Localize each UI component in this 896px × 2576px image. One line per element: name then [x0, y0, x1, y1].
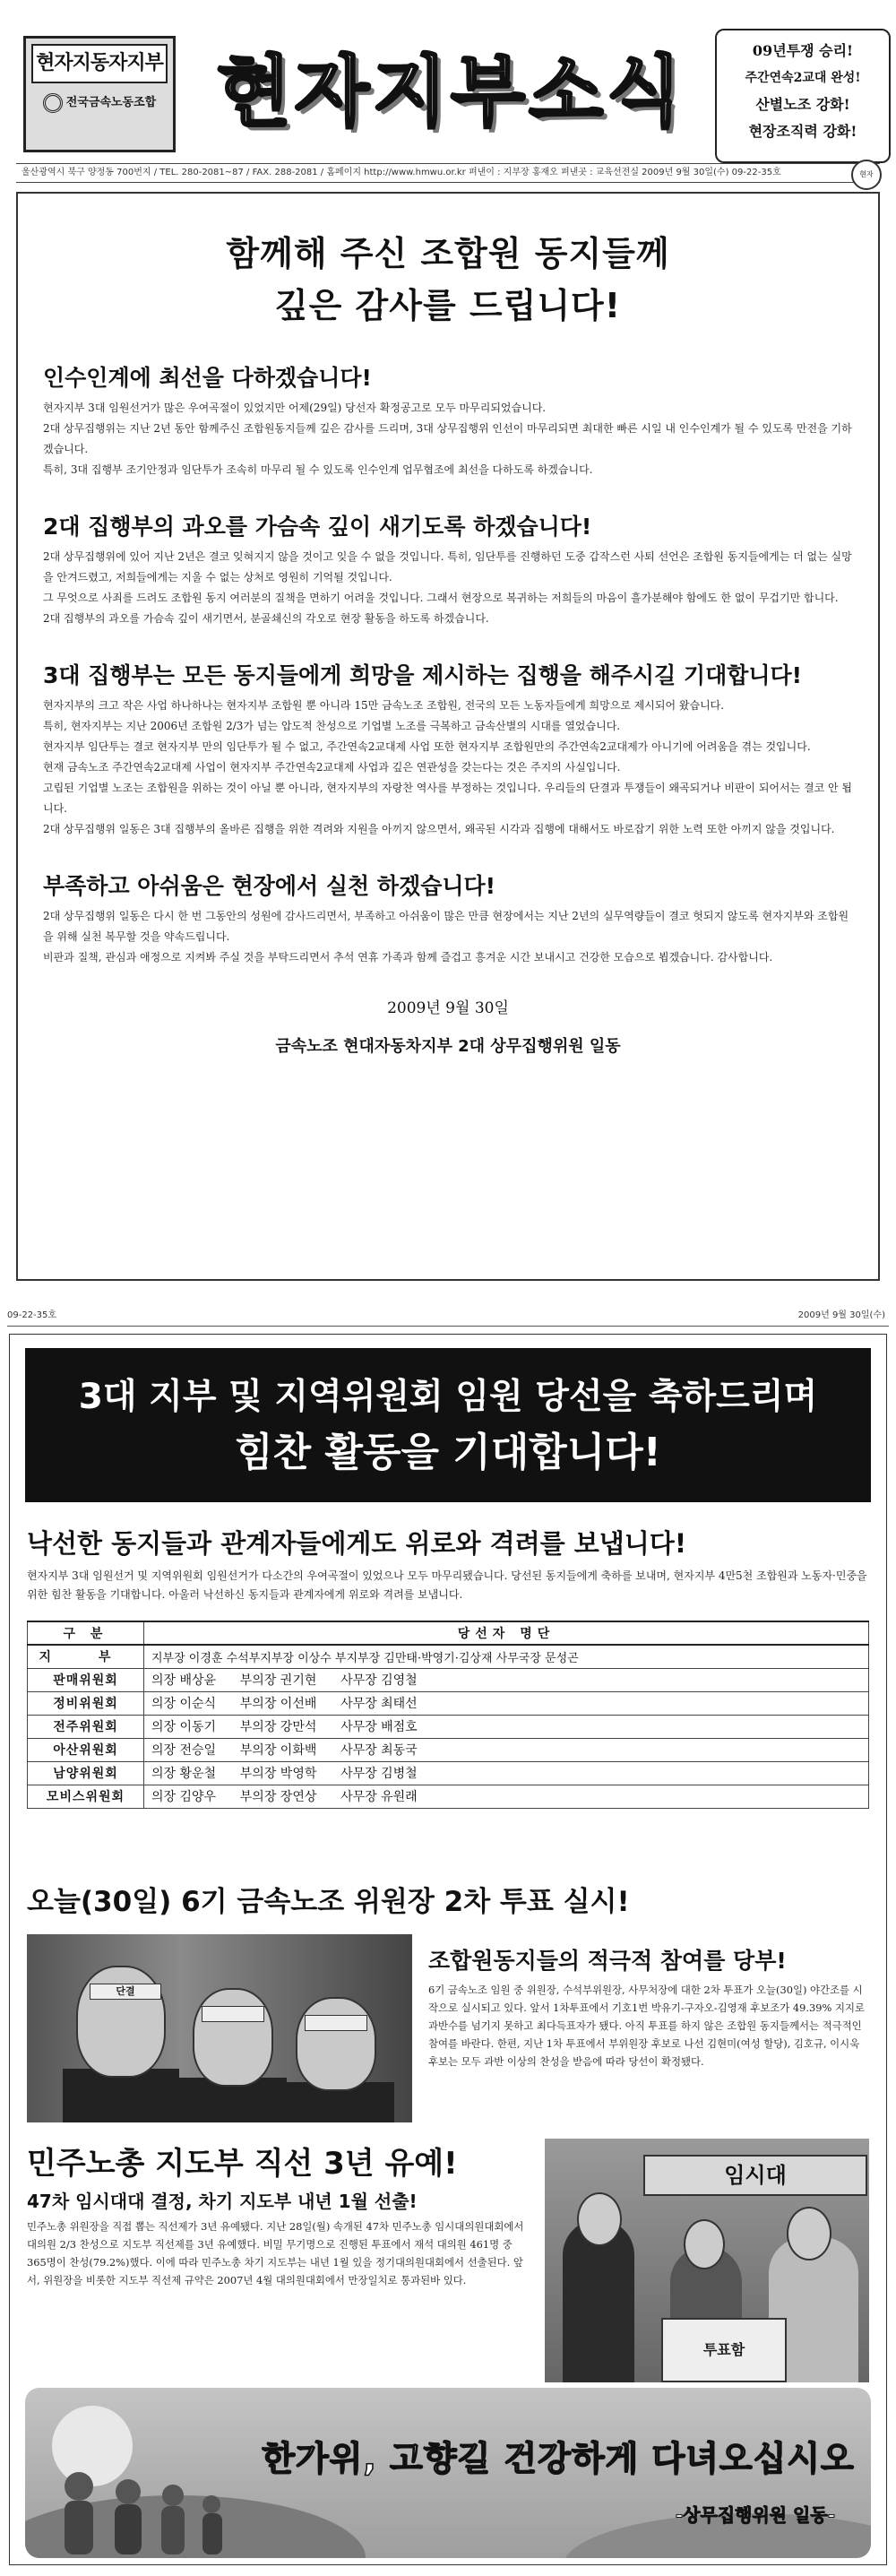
table-row [28, 1761, 869, 1785]
greeting-title: 한가위, 고향길 건강하게 다녀오십시오 [262, 2439, 855, 2478]
row-names: 의장 배상윤 부의장 권기현 사무장 김영철 [144, 1668, 869, 1691]
row-names: 의장 김양우 부의장 장연상 사무장 유원래 [144, 1785, 869, 1808]
headband [202, 2006, 264, 2022]
kctu-subheading: 47차 임시대대 결정, 차기 지도부 내년 1월 선출! [27, 2191, 418, 2212]
vote-subheading: 조합원동지들의 적극적 참여를 당부! [428, 1948, 787, 1974]
section-heading: 2대 집행부의 과오를 가슴속 깊이 새기도록 하겠습니다! [43, 514, 592, 540]
paragraph: 2대 집행부의 과오를 가슴속 깊이 새기면서, 분골쇄신의 각오로 현장 활동을 하도록 하겠습니다. [43, 612, 489, 625]
letter-section [43, 362, 853, 480]
union-seal-icon: 현자 [851, 160, 882, 190]
union-logo [23, 36, 176, 152]
union-emblem-icon [43, 93, 63, 113]
publication-info-bar: 울산광역시 북구 양정동 700번지 / TEL. 280-2081~87 / FAX. 288-2081 / 홈페이지 http://www.hmwu.or.kr 펴낸이 : 지부장 홍재오 펴낸곳 : 교육선전실 2009년 9월 30일(수) 09-22-35호 [16, 163, 880, 183]
kctu-article: 민주노총 위원장을 직접 뽑는 직선제가 3년 유예됐다. 지난 28일(월) 속개된 47차 민주노총 임시대의원대회에서 대의원 2/3 찬성으로 지도부 직선제를 3년 유예했다. 비밀 무기명으로 진행된 투표에서 재석 대의원 461명 중 365명이 찬성(79.2%)했다. 이에 따라 민주노총 차기 지도부는 내년 1월 있을 정기대의원대회에서 선출된다. 앞서, 위원장을 비롯한 지도부 직선제 규약은 2007년 4월 대의원대회에서 만장일치로 통과된바 있다. [27, 2220, 524, 2286]
section-heading: 부족하고 아쉬움은 현장에서 실천 하겠습니다! [43, 873, 496, 899]
row-label: 아산위원회 [28, 1738, 144, 1761]
column-header: 구 분 [28, 1621, 144, 1645]
table-row [28, 1785, 869, 1808]
consolation-heading: 낙선한 동지들과 관계자들에게도 위로와 격려를 보냅니다! [27, 1528, 687, 1559]
slogan-item: 현장조직력 강화! [748, 123, 857, 140]
logo-sub-text: 전국금속노동조합 [65, 96, 157, 109]
section-heading: 인수인계에 최선을 다하겠습니다! [43, 365, 372, 391]
letter-section [43, 660, 853, 840]
newsletter-title: 현자지부소식 [216, 48, 685, 137]
voting-photo [545, 2139, 869, 2382]
paragraph: 2대 상무집행위는 지난 2년 동안 함께주신 조합원동지들께 깊은 감사를 드리며, 3대 상무집행위 인선이 마무리되면 최대한 빠른 시일 내 인수인계가 될 수 있도록 만전을 기하겠습니다. [43, 422, 852, 455]
paragraph: 2대 상무집행위 일동은 다시 한 번 그동안의 성원에 감사드리면서, 부족하고 아쉬움이 많은 만큼 현장에서는 지난 2년의 실무역량들이 결코 헛되지 않도록 현자지부와 조합원을 위해 실천 복무할 것을 약속드립니다. [43, 910, 849, 943]
photo-face [577, 2192, 622, 2246]
paragraph: 현자지부 3대 임원선거가 많은 우여곡절이 있었지만 어제(29일) 당선자 확정공고로 모두 마무리되었습니다. [43, 402, 547, 414]
photo-face [787, 2207, 831, 2260]
paragraph: 2대 상무집행위에 있어 지난 2년은 결코 잊혀지지 않을 것이고 잊을 수 없을 것입니다. 특히, 임단투를 진행하던 도중 갑작스런 사퇴 선언은 조합원 동지들에게는 더 없는 실망을 안겨드렸고, 저희들에게는 지울 수 없는 상처로 영원히 기억될 것입니다. [43, 550, 852, 583]
row-label: 정비위원회 [28, 1691, 144, 1715]
row-label: 남양위원회 [28, 1761, 144, 1785]
paragraph: 현자지부의 크고 작은 사업 하나하나는 현자지부 조합원 뿐 아니라 15만 금속노조 조합원, 전국의 모든 노동자들에게 희망으로 제시되어 왔습니다. [43, 699, 725, 712]
thank-you-letter [16, 192, 880, 1281]
page2-header [7, 1307, 889, 1327]
row-label: 지 부 [28, 1645, 144, 1668]
row-names: 지부장 이경훈 수석부지부장 이상수 부지부장 김만태·박영기·김상재 사무국장 문성곤 [144, 1645, 869, 1668]
banner-line: 3대 지부 및 지역위원회 임원 당선을 축하드리며 [78, 1377, 818, 1417]
photo-head [76, 1966, 166, 2078]
letter-date: 2009년 9월 30일 [387, 999, 509, 1017]
slogan-item: 산별노조 강화! [755, 96, 850, 113]
election-results-table [27, 1621, 869, 1809]
row-label: 모비스위원회 [28, 1785, 144, 1808]
table-row [28, 1645, 869, 1668]
headline-line: 깊은 감사를 드립니다! [274, 286, 622, 325]
slogan-box [715, 29, 891, 163]
row-label: 판매위원회 [28, 1668, 144, 1691]
issue-date: 2009년 9월 30일(수) [797, 1310, 885, 1320]
headline-line: 함께해 주신 조합원 동지들께 [226, 234, 670, 273]
paragraph: 2대 상무집행위 일동은 3대 집행부의 올바른 집행을 위한 격려와 지원을 아끼지 않으면서, 왜곡된 시각과 집행에 대해서도 바로잡기 위한 노력 또한 아끼지 않을 것입니다. [43, 823, 835, 835]
paragraph: 현재 금속노조 주간연속2교대제 사업이 현자지부 주간연속2교대제 사업과 깊은 연관성을 갖는다는 것은 주지의 사실입니다. [43, 761, 621, 774]
letter-section [43, 511, 853, 629]
letter-section [43, 870, 853, 968]
row-names: 의장 이동기 부의장 강만석 사무장 배점호 [144, 1715, 869, 1738]
headband [305, 2015, 367, 2031]
issue-number: 09-22-35호 [7, 1310, 57, 1320]
slogan-item: 주간연속2교대 완성! [745, 71, 861, 85]
row-names: 의장 황운철 부의장 박영학 사무장 김병철 [144, 1761, 869, 1785]
table-row [28, 1691, 869, 1715]
convention-sign: 임시대 [643, 2155, 867, 2196]
photo-head [193, 1988, 273, 2087]
kctu-heading: 민주노총 지도부 직선 3년 유예! [27, 2146, 458, 2182]
letter-headline [43, 228, 853, 332]
masthead [16, 16, 880, 160]
family-illustration [43, 2459, 240, 2558]
table-row [28, 1668, 869, 1691]
paragraph: 그 무엇으로 사죄를 드려도 조합원 동지 여러분의 질책을 면하기 어려울 것입니다. 그래서 현장으로 복귀하는 저희들의 마음이 흘가분해야 함에도 한 없이 무겁기만 합니다. [43, 592, 839, 604]
paragraph: 특히, 현자지부는 지난 2006년 조합원 2/3가 넘는 압도적 찬성으로 기업별 노조를 극복하고 금속산별의 시대를 열었습니다. [43, 720, 621, 732]
banner-line: 힘찬 활동을 기대합니다! [235, 1430, 661, 1475]
logo-sub [31, 92, 168, 113]
slogan-item: 09년투쟁 승리! [752, 42, 854, 59]
headband: 단결 [90, 1984, 161, 2000]
table-row [28, 1715, 869, 1738]
row-names: 의장 이순식 부의장 이선배 사무장 최태선 [144, 1691, 869, 1715]
paragraph: 현자지부 임단투는 결코 현자지부 만의 임단투가 될 수 없고, 주간연속2교대제 사업 또한 현자지부 조합원만의 주간연속2교대제가 아니기에 어려움을 겪는 것입니다. [43, 740, 811, 753]
paragraph: 특히, 3대 집행부 조기안정과 임단투가 조속히 마무리 될 수 있도록 인수인계 업무협조에 최선을 다하도록 하겠습니다. [43, 463, 593, 476]
section-heading: 3대 집행부는 모든 동지들에게 희망을 제시하는 집행을 해주시길 기대합니다! [43, 662, 803, 688]
logo-text: 현자지동자지부 [31, 44, 168, 83]
vote-heading: 오늘(30일) 6기 금속노조 위원장 2차 투표 실시! [27, 1886, 630, 1918]
letter-signature: 금속노조 현대자동차지부 2대 상무집행위원 일동 [275, 1037, 621, 1056]
greeting-signature: -상무집행위원 일동- [675, 2504, 835, 2526]
congratulation-banner [25, 1348, 871, 1502]
column-header: 당선자 명단 [144, 1621, 869, 1645]
photo-head [296, 1997, 376, 2091]
table-row [28, 1738, 869, 1761]
vote-article: 6기 금속노조 임원 중 위원장, 수석부위원장, 사무처장에 대한 2차 투표가 오늘(30일) 야간조를 시작으로 실시되고 있다. 앞서 1차투표에서 기호1번 박유기-구자오-김영재 후보조가 49.39% 지지로 과반수를 넘기지 못하고 최다득표자가 됐다. 아직 투표를 하지 않은 조합원 동지들께서는 적극적인 참여를 바란다. 한편, 지난 1차 투표에서 부위원장 후보로 나선 김현미(여성 할당), 김호규, 이시욱 후보는 모두 과반 이상의 찬성을 받음에 따라 당선이 확정됐다. [428, 1984, 865, 2068]
table-header-row [28, 1621, 869, 1645]
row-names: 의장 전승일 부의장 이화백 사무장 최동국 [144, 1738, 869, 1761]
photo-face [684, 2219, 725, 2269]
union-members-photo [27, 1934, 412, 2122]
holiday-greeting [25, 2388, 871, 2558]
election-intro: 현자지부 3대 임원선거 및 지역위원회 임원선거가 다소간의 우여곡절이 있었으나 모두 마무리됐습니다. 당선된 동지들에게 축하를 보내며, 현자지부 4만5천 조합원과 노동자·민중을 위한 힘찬 활동을 기대합니다. 아울러 낙선하신 동지들과 관계자에게 위로와 격려를 보냅니다. [27, 1569, 867, 1601]
ballot-box: 투표함 [661, 2318, 787, 2382]
row-label: 전주위원회 [28, 1715, 144, 1738]
paragraph: 비판과 질책, 관심과 애정으로 지켜봐 주실 것을 부탁드리면서 추석 연휴 가족과 함께 즐겁고 흥겨운 시간 보내시고 건강한 모습으로 뵙겠습니다. 감사합니다. [43, 951, 773, 964]
paragraph: 고립된 기업별 노조는 조합원을 위하는 것이 아닐 뿐 아니라, 현자지부의 자랑찬 역사를 부정하는 것입니다. 우리들의 단결과 투쟁들이 왜곡되거나 비판이 되어서는 결코 안 됩니다. [43, 782, 852, 815]
